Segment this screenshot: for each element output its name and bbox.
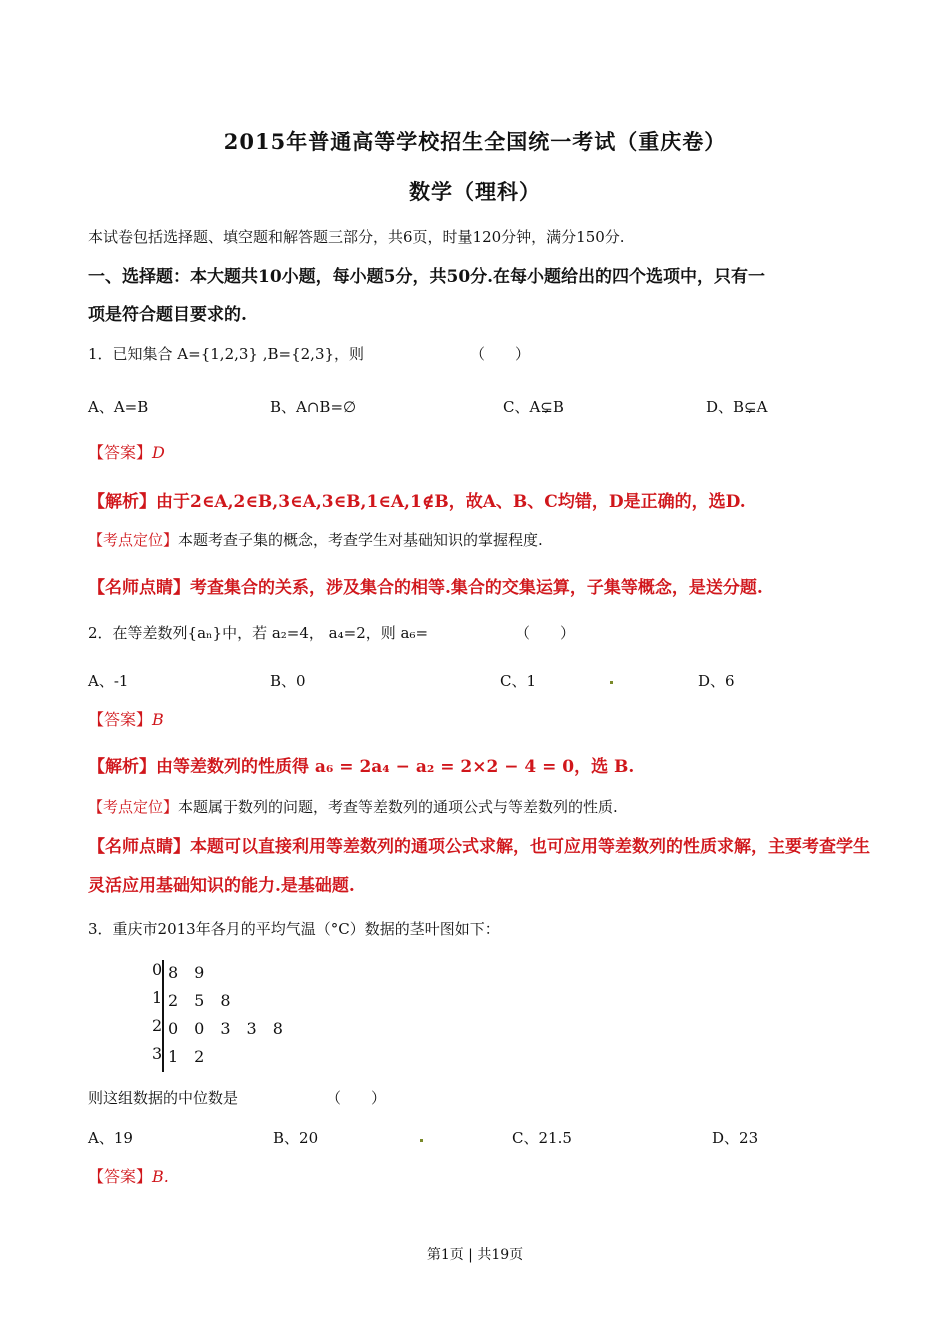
q1-analysis-tag: 【解析】 bbox=[88, 492, 156, 512]
q3-answer bbox=[88, 1164, 169, 1187]
section-heading-line1: 一、选择题：本大题共10小题，每小题5分，共50分.在每小题给出的四个选项中，只有一 bbox=[88, 267, 766, 287]
q3-option-b: B、20 bbox=[273, 1129, 319, 1147]
q1-answer bbox=[88, 440, 165, 463]
q1-option-d: D、B⊊A bbox=[706, 398, 768, 416]
q2-option-d: D、6 bbox=[698, 672, 735, 690]
leaves-1: 2 5 8 bbox=[168, 991, 231, 1010]
q3-paren: （ ） bbox=[326, 1089, 387, 1107]
q1-option-b: B、A∩B=∅ bbox=[270, 398, 357, 416]
q3-answer-tag: 【答案】 bbox=[88, 1167, 153, 1186]
q1-analysis bbox=[88, 487, 746, 512]
q3-question: 则这组数据的中位数是 bbox=[88, 1089, 239, 1107]
page-subtitle: 数学（理科） bbox=[409, 179, 541, 204]
q2-option-a: A、-1 bbox=[88, 672, 129, 690]
q1-option-a: A、A=B bbox=[88, 398, 149, 416]
q2-analysis-text: 由等差数列的性质得 a₆ = 2a₄ − a₂ = 2×2 − 4 = 0，选 B. bbox=[156, 757, 635, 777]
q3-answer-value: B. bbox=[152, 1167, 169, 1186]
stem-2: 2 bbox=[152, 1016, 163, 1035]
q1-answer-value: D bbox=[152, 443, 165, 462]
stem-3: 3 bbox=[152, 1044, 163, 1063]
q1-option-c: C、A⊊B bbox=[503, 398, 564, 416]
page-title: 2015年普通高等学校招生全国统一考试（重庆卷） bbox=[223, 129, 727, 154]
stray-dot-mark bbox=[610, 681, 613, 684]
q1-paren: （ ） bbox=[470, 345, 531, 363]
leaves-3: 1 2 bbox=[168, 1047, 205, 1066]
page-footer: 第1页 | 共19页 bbox=[426, 1247, 524, 1263]
q2-mingshi-text-1: 本题可以直接利用等差数列的通项公式求解，也可应用等差数列的性质求解，主要考查学生 bbox=[190, 837, 870, 857]
q2-mingshi-line1 bbox=[88, 832, 870, 857]
intro-text: 本试卷包括选择题、填空题和解答题三部分，共6页，时量120分钟，满分150分. bbox=[88, 228, 625, 246]
q3-option-a: A、19 bbox=[88, 1129, 133, 1147]
q1-mingshi bbox=[88, 573, 763, 598]
q2-analysis bbox=[88, 752, 634, 777]
stem-leaf-divider bbox=[162, 960, 164, 1072]
q2-kaodian bbox=[88, 796, 618, 817]
stray-dot-mark-2 bbox=[420, 1139, 423, 1142]
section-heading-line2: 项是符合题目要求的. bbox=[88, 305, 247, 325]
q2-option-c: C、1 bbox=[500, 672, 537, 690]
q2-paren: （ ） bbox=[515, 624, 576, 642]
q1-kaodian bbox=[88, 529, 543, 550]
q2-answer bbox=[88, 707, 164, 730]
q2-mingshi-tag: 【名师点睛】 bbox=[88, 837, 190, 857]
q3-stem: 3．重庆市2013年各月的平均气温（°C）数据的茎叶图如下： bbox=[88, 920, 500, 938]
q1-mingshi-text: 考查集合的关系，涉及集合的相等.集合的交集运算，子集等概念，是送分题. bbox=[190, 578, 763, 598]
stem-1: 1 bbox=[152, 988, 163, 1007]
q1-kaodian-tag: 【考点定位】 bbox=[88, 531, 179, 549]
q1-kaodian-text: 本题考查子集的概念，考查学生对基础知识的掌握程度. bbox=[178, 531, 543, 549]
q1-analysis-text: 由于2∈A,2∈B,3∈A,3∈B,1∈A,1∉B，故A、B、C均错，D是正确的，选D. bbox=[156, 492, 746, 512]
q2-answer-tag: 【答案】 bbox=[88, 710, 153, 729]
q2-mingshi-line2: 灵活应用基础知识的能力.是基础题. bbox=[88, 876, 355, 896]
q3-option-c: C、21.5 bbox=[512, 1129, 572, 1147]
stem-0: 0 bbox=[152, 960, 163, 979]
q1-mingshi-tag: 【名师点睛】 bbox=[88, 578, 190, 598]
q2-kaodian-tag: 【考点定位】 bbox=[88, 798, 179, 816]
q2-answer-value: B bbox=[152, 710, 164, 729]
q2-kaodian-text: 本题属于数列的问题，考查等差数列的通项公式与等差数列的性质. bbox=[178, 798, 618, 816]
leaves-2: 0 0 3 3 8 bbox=[168, 1019, 283, 1038]
q3-option-d: D、23 bbox=[712, 1129, 759, 1147]
q2-stem: 2．在等差数列{aₙ}中，若 a₂=4， a₄=2，则 a₆= bbox=[88, 624, 429, 642]
q1-answer-tag: 【答案】 bbox=[88, 443, 153, 462]
leaves-0: 8 9 bbox=[168, 963, 205, 982]
q2-analysis-tag: 【解析】 bbox=[88, 757, 156, 777]
q2-option-b: B、0 bbox=[270, 672, 306, 690]
q1-stem: 1．已知集合 A={1,2,3} ,B={2,3}，则 bbox=[88, 345, 365, 363]
